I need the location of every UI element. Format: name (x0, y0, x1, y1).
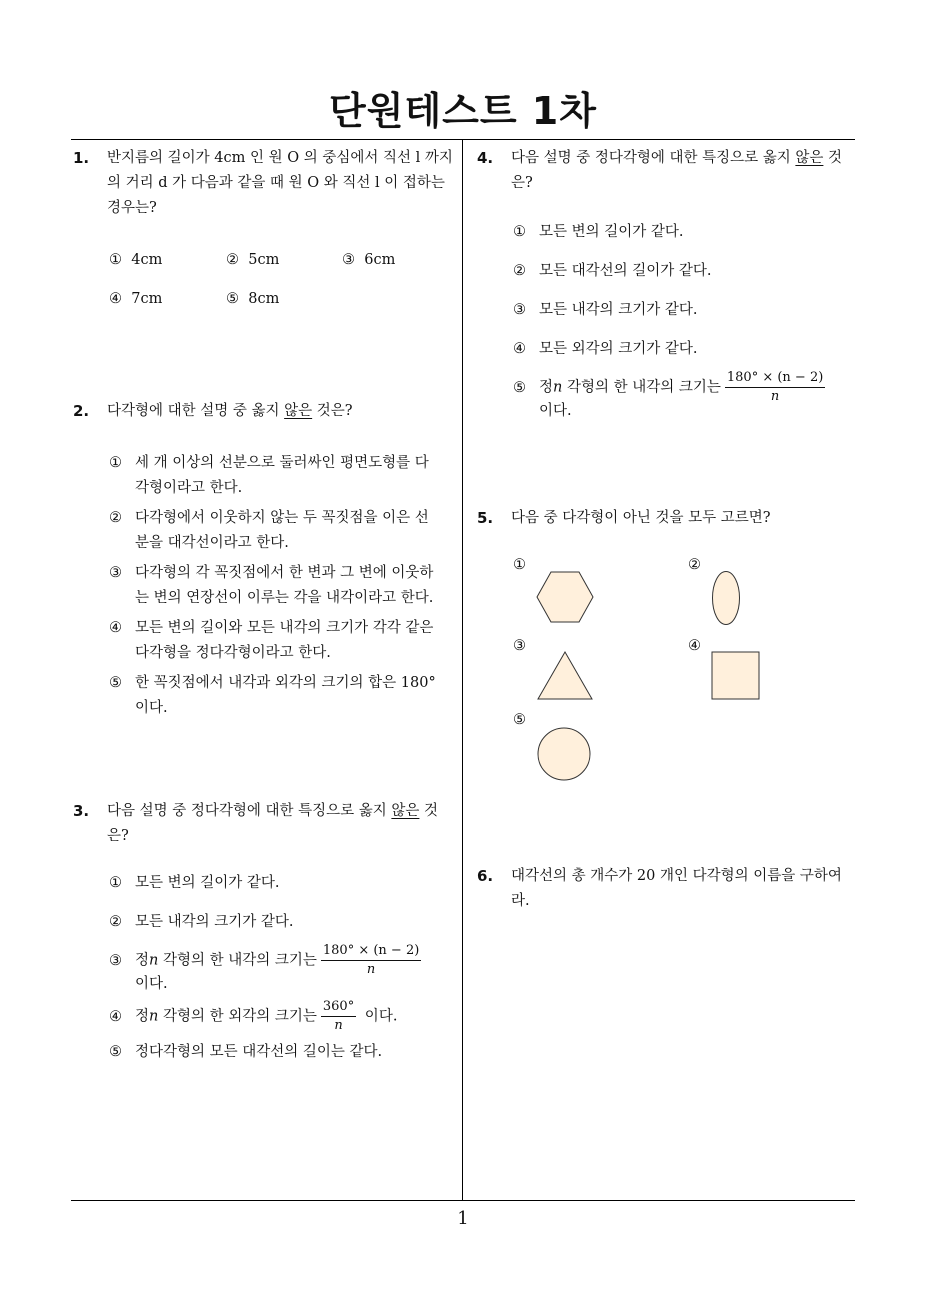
option-2[interactable] (109, 506, 458, 556)
fraction-numerator: 180° × (n − 2) (321, 943, 421, 961)
option-4[interactable] (109, 616, 458, 666)
hexagon-shape[interactable] (536, 571, 594, 623)
question-3 (73, 799, 458, 1065)
option-mark: ① (109, 455, 122, 471)
stem-underlined: 않은 (391, 803, 420, 819)
shape-mark-3: ③ (513, 638, 526, 654)
option-mark: ⑤ (109, 675, 122, 691)
question-5 (477, 506, 862, 531)
option-2[interactable] (226, 248, 279, 273)
options-list (109, 871, 458, 1065)
option-mark: ⑤ (109, 1044, 122, 1060)
stem-line: 은? (107, 828, 129, 844)
option-text: 이다. (360, 1008, 398, 1025)
option-3[interactable] (109, 943, 458, 997)
variable-n: n (149, 1008, 159, 1025)
fraction-numerator: 180° × (n − 2) (725, 370, 825, 388)
option-1[interactable] (109, 451, 458, 501)
option-5[interactable] (109, 1040, 458, 1065)
stem-underlined: 않은 (795, 150, 824, 166)
square-icon (712, 652, 759, 699)
option-text: 5cm (248, 252, 280, 268)
option-text: 모든 변의 길이가 같다. (539, 224, 684, 240)
stem-line: 의 거리 d 가 다음과 같을 때 원 O 와 직선 l 이 접하는 (107, 175, 445, 191)
option-text: 각형의 한 내각의 크기는 (158, 952, 317, 969)
stem-text: 다음 설명 중 정다각형에 대한 특징으로 옳지 (511, 150, 796, 166)
page-number: 1 (457, 1208, 469, 1229)
option-4[interactable] (109, 287, 162, 312)
option-5[interactable] (513, 370, 862, 424)
fraction (725, 370, 825, 405)
triangle-shape[interactable] (536, 651, 594, 701)
options-list (513, 220, 862, 424)
question-stem (511, 146, 862, 196)
page-title: 단원테스트 1차 (329, 89, 597, 133)
option-line: 이다. (135, 700, 168, 716)
option-mark: ② (109, 510, 122, 526)
option-text: 각형의 한 외각의 크기는 (158, 1008, 317, 1025)
circle-icon (538, 728, 590, 780)
question-number: 1. (73, 149, 90, 167)
option-line: 한 꼭짓점에서 내각과 외각의 크기의 합은 180° (135, 675, 436, 691)
stem-text: 다각형에 대한 설명 중 옳지 (107, 403, 285, 419)
option-line: 다각형을 정다각형이라고 한다. (135, 645, 331, 661)
option-text: 모든 대각선의 길이가 같다. (539, 263, 712, 279)
option-line: 이다. (135, 976, 168, 992)
option-line: 모든 변의 길이와 모든 내각의 크기가 각각 같은 (135, 620, 434, 636)
option-line: 각형이라고 한다. (135, 480, 243, 496)
question-stem (107, 799, 458, 849)
circle-shape[interactable] (536, 726, 592, 782)
square-shape[interactable] (711, 651, 761, 701)
fraction (321, 999, 356, 1034)
ellipse-shape[interactable] (711, 570, 741, 626)
option-text: 각형의 한 내각의 크기는 (562, 379, 721, 396)
option-line: 는 변의 연장선이 이루는 각을 내각이라고 한다. (135, 590, 434, 606)
option-4[interactable] (513, 337, 862, 362)
stem-underlined: 않은 (284, 403, 313, 419)
option-1[interactable] (109, 248, 162, 273)
option-mark: ④ (109, 291, 122, 307)
fraction-denominator: n (770, 389, 780, 404)
stem-line: 경우는? (107, 200, 157, 216)
option-mark: ④ (109, 1009, 122, 1025)
shape-mark-4: ④ (688, 638, 701, 654)
option-text: 정 (539, 379, 554, 396)
option-3[interactable] (342, 248, 395, 273)
shape-mark-5: ⑤ (513, 712, 526, 728)
fraction-denominator: n (366, 962, 376, 977)
option-text: 정다각형의 모든 대각선의 길이는 같다. (135, 1044, 383, 1060)
stem-line: 라. (511, 893, 530, 909)
stem-text: 다음 설명 중 정다각형에 대한 특징으로 옳지 (107, 803, 392, 819)
option-text: 모든 내각의 크기가 같다. (539, 302, 698, 318)
question-stem: 다음 중 다각형이 아닌 것을 모두 고르면? (511, 510, 771, 526)
question-6 (477, 864, 862, 914)
option-text: 모든 내각의 크기가 같다. (135, 914, 294, 930)
stem-text: 것 (419, 803, 439, 819)
question-number: 3. (73, 802, 90, 820)
hexagon-icon (537, 572, 593, 622)
option-line: 다각형에서 이웃하지 않는 두 꼭짓점을 이은 선 (135, 510, 429, 526)
variable-n: n (553, 379, 563, 396)
option-1[interactable] (109, 871, 458, 896)
question-2 (73, 399, 458, 721)
question-stem (107, 399, 458, 424)
stem-text: 것은? (312, 403, 353, 419)
option-mark: ③ (342, 252, 355, 268)
stem-line: 반지름의 길이가 4cm 인 원 O 의 중심에서 직선 l 까지 (107, 150, 453, 166)
option-text: 모든 변의 길이가 같다. (135, 875, 280, 891)
top-rule (71, 139, 855, 140)
option-5[interactable] (226, 287, 279, 312)
option-mark: ② (109, 914, 122, 930)
stem-line: 대각선의 총 개수가 20 개인 다각형의 이름을 구하여 (511, 868, 842, 884)
options-list (109, 451, 458, 721)
option-3[interactable] (513, 298, 862, 323)
option-mark: ① (109, 875, 122, 891)
question-number: 6. (477, 867, 494, 885)
stem-line: 은? (511, 175, 533, 191)
option-text: 정 (135, 1008, 150, 1025)
question-4 (477, 146, 862, 424)
option-mark: ⑤ (226, 291, 239, 307)
ellipse-icon (713, 572, 740, 625)
option-text: 6cm (364, 252, 396, 268)
option-mark: ② (513, 263, 526, 279)
option-mark: ④ (513, 341, 526, 357)
option-text: 4cm (131, 252, 163, 268)
option-mark: ③ (109, 953, 122, 969)
question-stem (107, 146, 458, 221)
bottom-rule (71, 1200, 855, 1201)
fraction-denominator: n (334, 1018, 343, 1033)
fraction-numerator: 360° (321, 999, 356, 1017)
option-text: 모든 외각의 크기가 같다. (539, 341, 698, 357)
variable-n: n (149, 952, 159, 969)
stem-text: 것 (823, 150, 843, 166)
question-stem (511, 864, 862, 914)
option-line: 분을 대각선이라고 한다. (135, 535, 289, 551)
option-mark: ④ (109, 620, 122, 636)
option-text: 7cm (131, 291, 163, 307)
option-line: 이다. (539, 403, 572, 419)
shape-mark-2: ② (688, 557, 701, 573)
column-divider (462, 139, 463, 1200)
question-number: 5. (477, 509, 494, 527)
option-mark: ① (513, 224, 526, 240)
option-5[interactable] (109, 671, 458, 721)
option-text: 8cm (248, 291, 280, 307)
option-3[interactable] (109, 561, 458, 611)
option-line: 다각형의 각 꼭짓점에서 한 변과 그 변에 이웃하 (135, 565, 434, 581)
option-line: 세 개 이상의 선분으로 둘러싸인 평면도형를 다 (135, 455, 429, 471)
question-number: 2. (73, 402, 90, 420)
option-mark: ⑤ (513, 380, 526, 396)
question-1 (73, 146, 458, 221)
option-text: 정 (135, 952, 150, 969)
option-2[interactable] (513, 259, 862, 284)
option-4[interactable] (109, 999, 458, 1034)
option-2[interactable] (109, 910, 458, 935)
option-1[interactable] (513, 220, 862, 245)
triangle-icon (538, 652, 592, 699)
option-mark: ③ (109, 565, 122, 581)
fraction (321, 943, 421, 978)
option-mark: ② (226, 252, 239, 268)
option-mark: ① (109, 252, 122, 268)
option-mark: ③ (513, 302, 526, 318)
question-number: 4. (477, 149, 494, 167)
shape-mark-1: ① (513, 557, 526, 573)
